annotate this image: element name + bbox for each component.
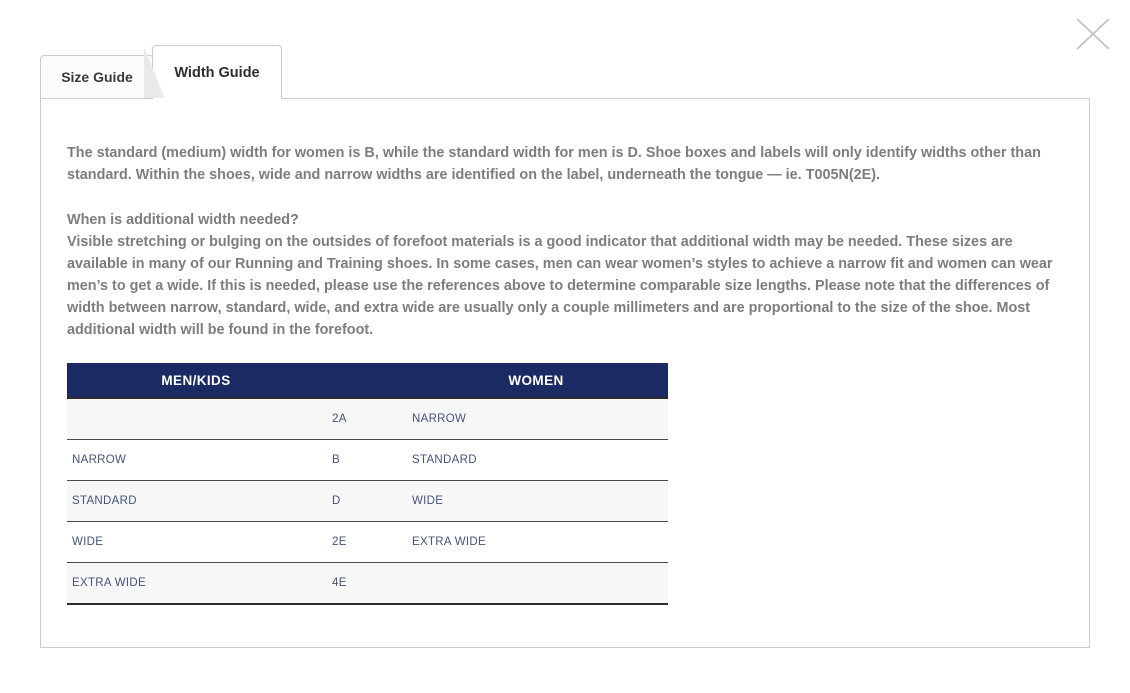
table-row bbox=[67, 398, 668, 440]
header-women: WOMEN bbox=[404, 363, 668, 398]
cell-women: EXTRA WIDE bbox=[404, 522, 668, 563]
cell-women: WIDE bbox=[404, 481, 668, 522]
width-comparison-table bbox=[67, 363, 668, 605]
cell-women: STANDARD bbox=[404, 440, 668, 481]
table-header-row bbox=[67, 363, 668, 398]
cell-women: NARROW bbox=[404, 398, 668, 440]
table-row bbox=[67, 481, 668, 522]
cell-men-kids: STANDARD bbox=[67, 481, 325, 522]
section-heading: When is additional width needed? bbox=[67, 212, 299, 228]
tab-width-guide[interactable] bbox=[152, 45, 282, 99]
cell-code: 4E bbox=[325, 563, 404, 605]
cell-code: D bbox=[325, 481, 404, 522]
close-icon bbox=[1072, 16, 1112, 52]
width-guide-panel bbox=[40, 98, 1090, 648]
cell-code: 2A bbox=[325, 398, 404, 440]
header-code bbox=[325, 363, 404, 398]
table-row bbox=[67, 563, 668, 605]
header-men-kids: MEN/KIDS bbox=[67, 363, 325, 398]
table-row bbox=[67, 440, 668, 481]
additional-width-section bbox=[67, 209, 1055, 341]
cell-women bbox=[404, 563, 668, 605]
cell-men-kids: NARROW bbox=[67, 440, 325, 481]
close-button[interactable] bbox=[1070, 14, 1114, 56]
cell-men-kids bbox=[67, 398, 325, 440]
table-row bbox=[67, 522, 668, 563]
cell-code: B bbox=[325, 440, 404, 481]
tab-width-guide-label: Width Guide bbox=[174, 64, 260, 81]
tab-size-guide[interactable] bbox=[40, 55, 154, 99]
cell-code: 2E bbox=[325, 522, 404, 563]
tab-size-guide-label: Size Guide bbox=[61, 69, 133, 85]
intro-paragraph: The standard (medium) width for women is B, while the standard width for men is D. Shoe boxes and labels will only identify widths other than standard. Within the shoes, wide and narrow widths are identified on the label, underneath the tongue — ie. T005N(2E). bbox=[67, 145, 1041, 183]
cell-men-kids: WIDE bbox=[67, 522, 325, 563]
body-paragraph: Visible stretching or bulging on the outsides of forefoot materials is a good indicator that additional width may be needed. These sizes are available in many of our Running and Training shoes. In some cases, men can wear women’s styles to achieve a narrow fit and women can wear men’s to get a wide. If this is needed, please use the references above to determine comparable size lengths. Please note that the differences of width between narrow, standard, wide, and extra wide are usually only a couple millimeters and are proportional to the size of the shoe. Most additional width will be found in the forefoot. bbox=[67, 234, 1053, 338]
cell-men-kids: EXTRA WIDE bbox=[67, 563, 325, 605]
